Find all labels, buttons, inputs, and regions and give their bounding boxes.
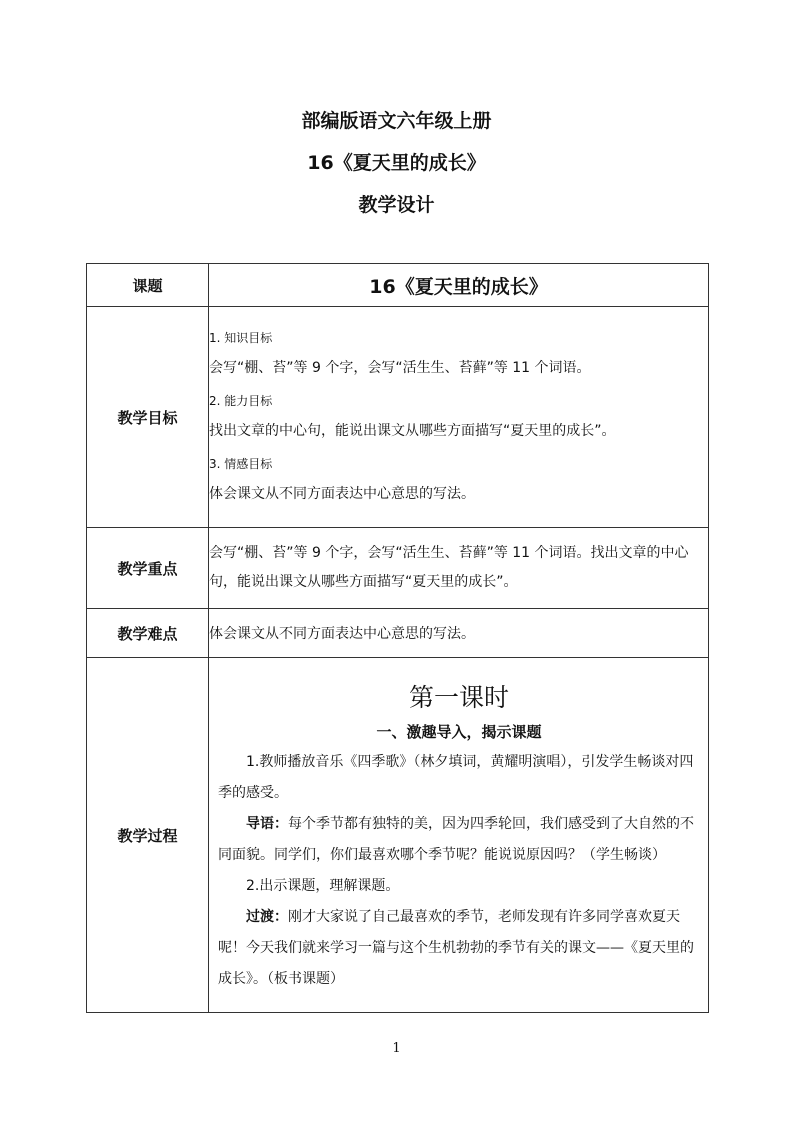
- section-heading: 一、激趣导入，揭示课题: [376, 723, 542, 741]
- process-step-2: 2.出示课题，理解课题。: [246, 878, 400, 894]
- doc-title-textbook: 部编版语文六年级上册: [301, 110, 492, 132]
- guide-text: 每个季节都有独特的美，因为四季轮回，我们感受到了大自然的不同面貌。同学们，你们最喜欢哪个季节呢？能说说原因吗？（学生畅谈）: [218, 816, 694, 863]
- process-step-1: 1.教师播放音乐《四季歌》（林夕填词，黄耀明演唱），引发学生畅谈对四季的感受。: [218, 754, 694, 801]
- label-process: 教学过程: [87, 658, 209, 1013]
- lesson-plan-table: [86, 263, 709, 1013]
- process-wrapper: [209, 675, 708, 995]
- transition-paragraph: [218, 902, 700, 995]
- goal-text-ability: 找出文章的中心句，能说出课文从哪些方面描写“夏天里的成长”。: [209, 423, 616, 439]
- difficulties-text: 体会课文从不同方面表达中心意思的写法。: [209, 609, 709, 658]
- doc-title-design: 教学设计: [358, 194, 435, 216]
- guide-paragraph: [218, 809, 700, 871]
- goal-heading-knowledge: 1. 知识目标: [209, 331, 273, 345]
- label-difficulties: 教学难点: [87, 609, 209, 658]
- label-goals: 教学目标: [87, 307, 209, 528]
- transition-label: 过渡：: [246, 909, 288, 925]
- guide-label: 导语：: [246, 816, 288, 832]
- value-topic: 16《夏天里的成长》: [209, 264, 709, 307]
- row-key-points: [87, 528, 709, 609]
- label-key-points: 教学重点: [87, 528, 209, 609]
- lesson-period-title: 第一课时: [408, 683, 509, 712]
- process-content: [209, 658, 709, 1013]
- key-points-content: [209, 528, 709, 609]
- row-goals: [87, 307, 709, 528]
- label-topic: 课题: [87, 264, 209, 307]
- row-topic: [87, 264, 709, 307]
- key-points-text: 会写“棚、苔”等 9 个字，会写“活生生、苔藓”等 11 个词语。找出文章的中心句，能说出课文从哪些方面描写“夏天里的成长”。: [209, 545, 689, 590]
- page-number: 1: [392, 1041, 401, 1056]
- row-difficulties: [87, 609, 709, 658]
- goals-content: [209, 307, 709, 528]
- row-process: [87, 658, 709, 1013]
- document-title-block: [0, 100, 793, 226]
- goal-text-emotion: 体会课文从不同方面表达中心意思的写法。: [209, 486, 475, 502]
- transition-text: 刚才大家说了自己最喜欢的季节，老师发现有许多同学喜欢夏天呢！今天我们就来学习一篇与这个生机勃勃的季节有关的课文——《夏天里的成长》。（板书课题）: [218, 909, 694, 987]
- doc-title-lesson: 16《夏天里的成长》: [307, 152, 486, 174]
- goal-heading-emotion: 3. 情感目标: [209, 457, 273, 471]
- goal-heading-ability: 2. 能力目标: [209, 394, 273, 408]
- goal-text-knowledge: 会写“棚、苔”等 9 个字，会写“活生生、苔藓”等 11 个词语。: [209, 360, 591, 376]
